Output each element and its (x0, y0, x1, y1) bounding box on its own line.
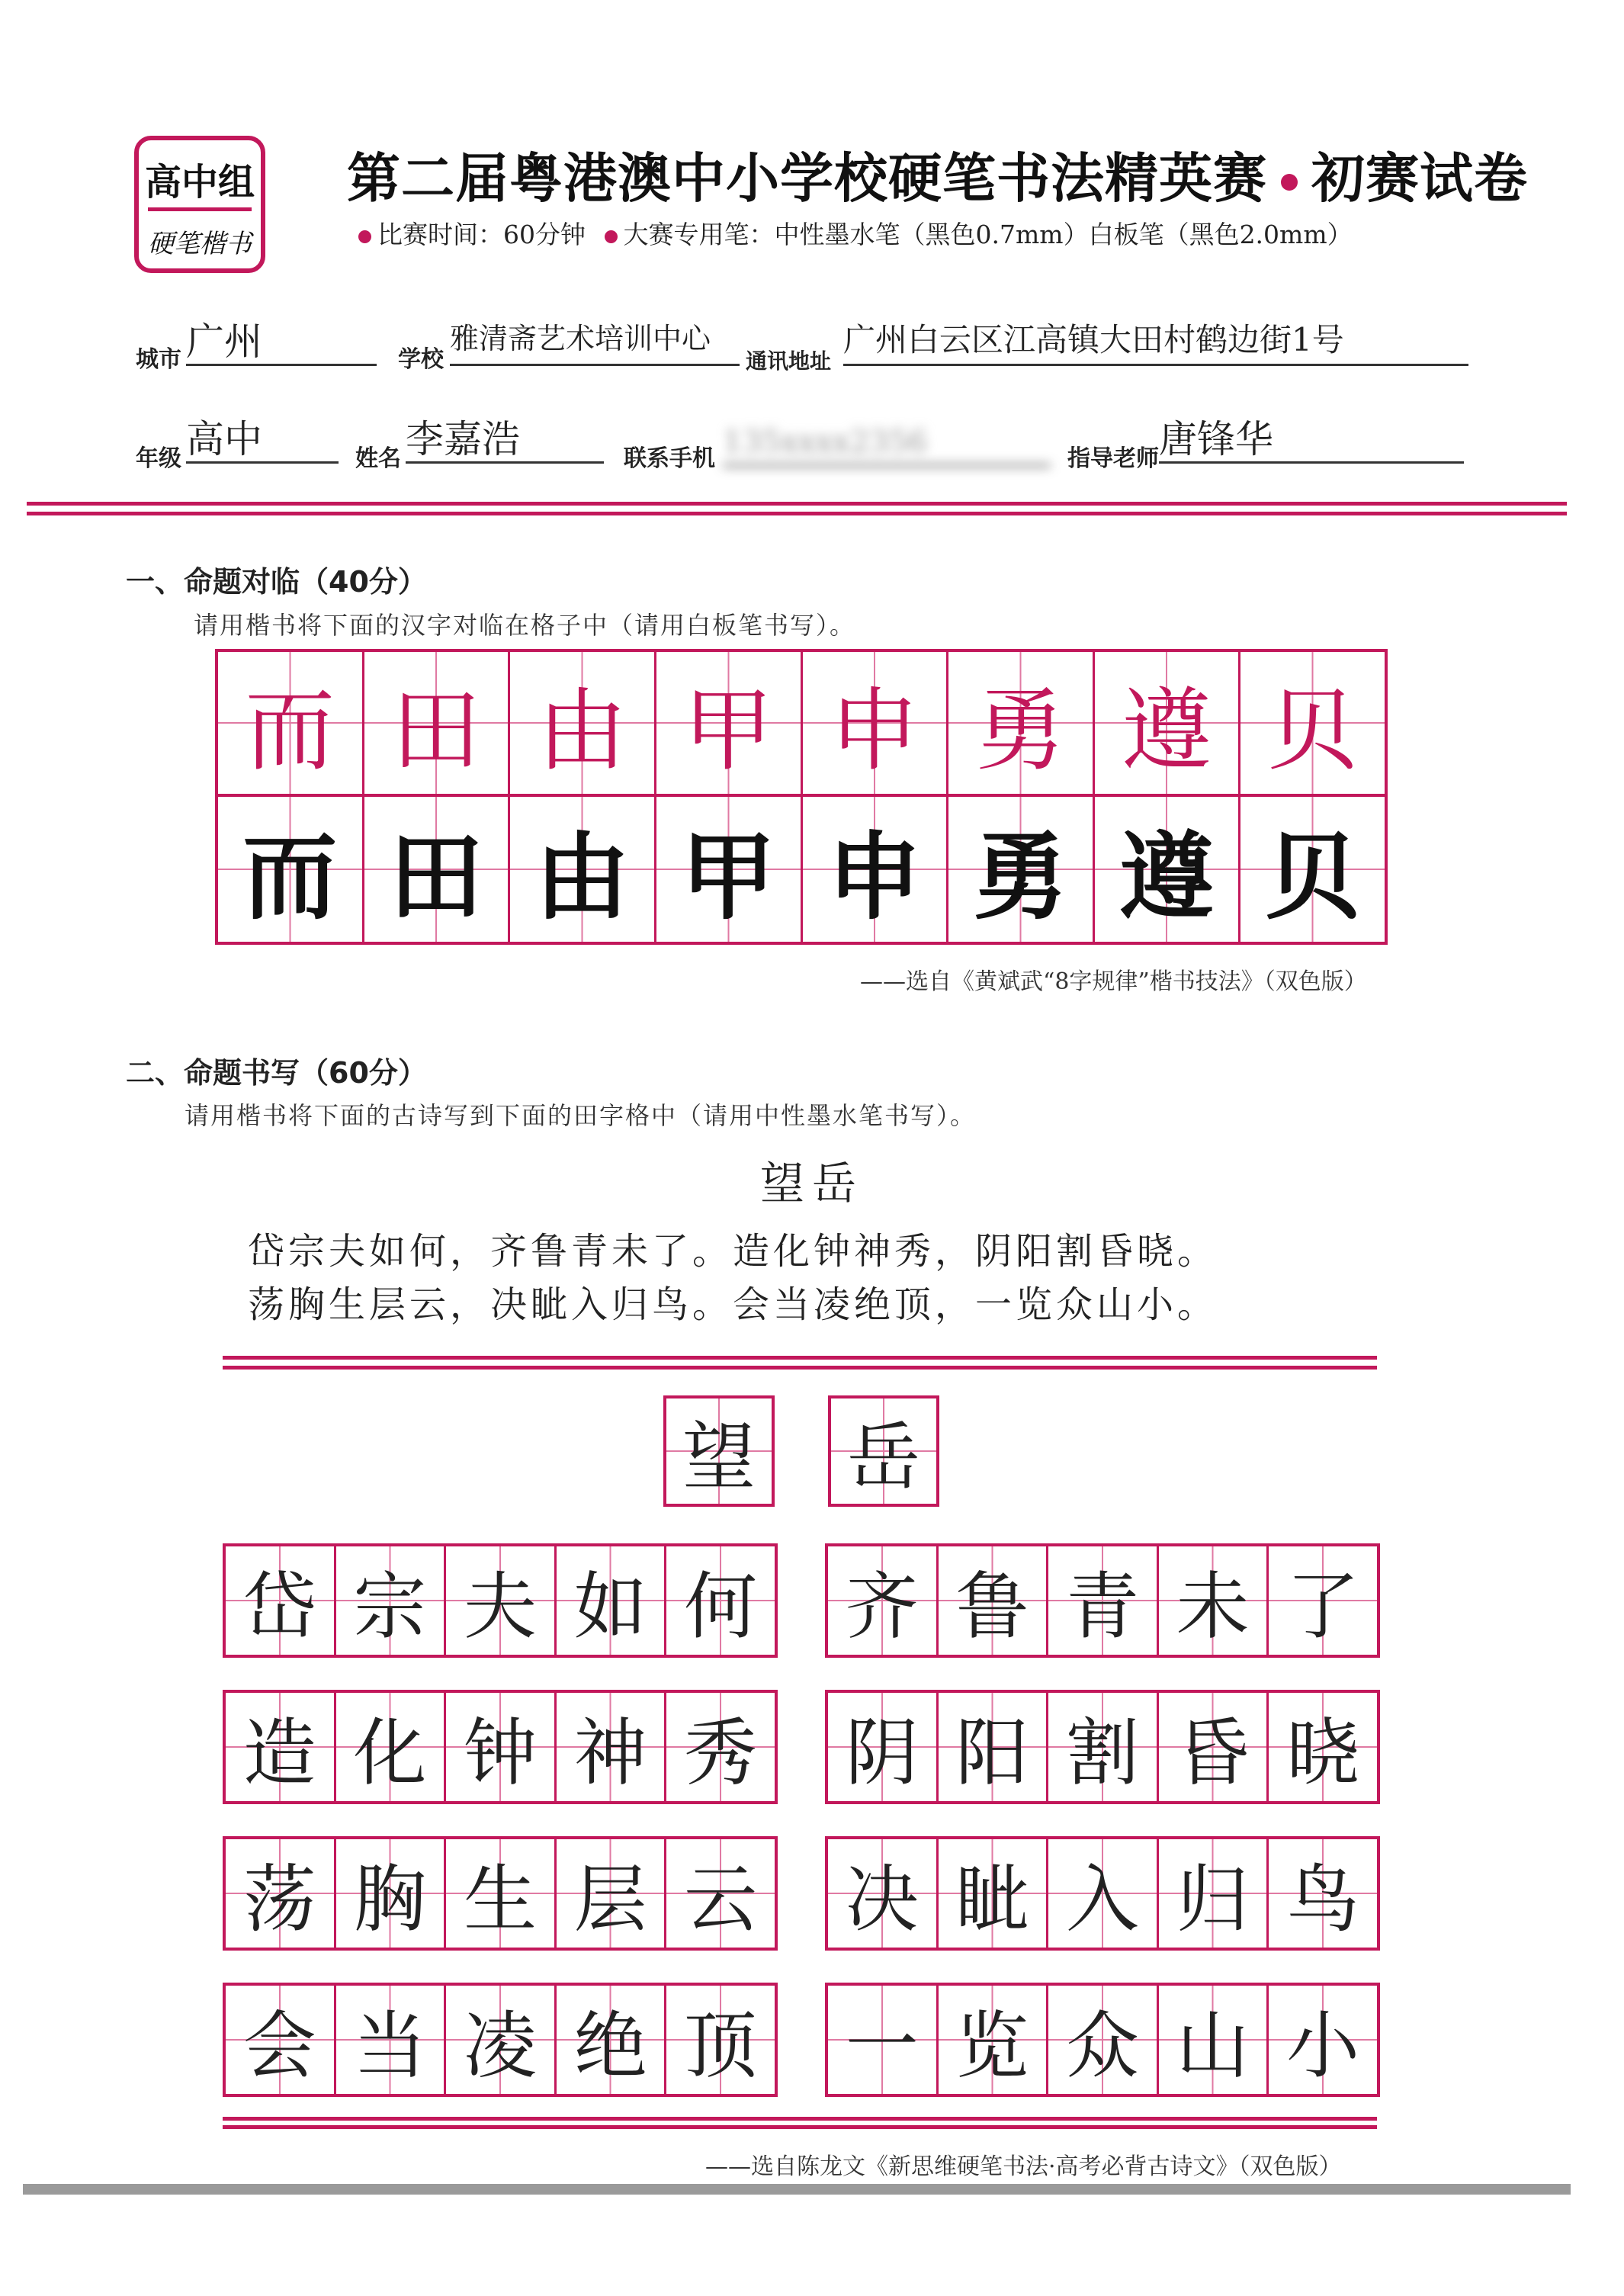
poem-cell[interactable] (1159, 1546, 1269, 1655)
poem-char: 一 (845, 2002, 919, 2089)
poem-cell[interactable] (226, 1839, 336, 1948)
group-badge (134, 136, 265, 273)
model-char: 由 (537, 678, 627, 783)
written-char: 申 (826, 822, 922, 933)
poem-char: 入 (1065, 1856, 1139, 1942)
title-dot (1281, 174, 1298, 191)
written-char: 勇 (973, 822, 1068, 933)
model-cell (1240, 652, 1385, 794)
poem-cell[interactable] (336, 1839, 447, 1948)
poem-char: 生 (463, 1856, 537, 1942)
page-title (347, 136, 1528, 213)
model-char: 勇 (975, 678, 1066, 783)
poem-bottom-divider (223, 2117, 1377, 2129)
model-cell (510, 652, 656, 794)
model-char: 而 (245, 678, 335, 783)
poem-char: 眦 (955, 1856, 1029, 1942)
model-cell (218, 652, 364, 794)
exam-time: 比赛时间：60分钟 (377, 220, 586, 249)
poem-cell[interactable] (226, 1693, 336, 1801)
poem-cell[interactable] (446, 1839, 557, 1948)
header-divider (27, 502, 1567, 515)
poem-line: 岱宗夫如何，齐鲁青未了。造化钟神秀，阴阳割昏晓。 (248, 1230, 1218, 1273)
badge-divider (148, 207, 252, 211)
poem-char: 会 (242, 2002, 316, 2089)
model-cell (364, 652, 511, 794)
poem-cell[interactable] (939, 1693, 1049, 1801)
poem-row (223, 1983, 778, 2097)
written-char: 甲 (681, 822, 776, 933)
poem-char: 齐 (845, 1563, 919, 1649)
section2-desc: 请用楷书将下面的古诗写到下面的田字格中（请用中性墨水笔书写）。 (185, 1101, 977, 1130)
badge-group-label: 高中组 (144, 161, 255, 204)
poem-char: 了 (1286, 1563, 1360, 1649)
poem-cell[interactable] (939, 1839, 1049, 1948)
poem-char: 顶 (684, 2002, 758, 2089)
poem-cell[interactable] (1269, 1546, 1377, 1655)
poem-char: 当 (353, 2002, 427, 2089)
poem-grid-right (825, 1690, 1380, 1804)
poem-char: 阴 (845, 1710, 919, 1796)
poem-row (223, 1836, 778, 1951)
badge-category-label: 硬笔楷书 (148, 229, 252, 259)
written-char: 而 (242, 822, 338, 933)
poem-char: 决 (845, 1856, 919, 1942)
written-cell[interactable] (803, 797, 949, 942)
teacher-label: 指导老师 (1067, 445, 1159, 472)
poem-line: 荡胸生层云，决眦入归鸟。会当凌绝顶，一览众山小。 (248, 1283, 1218, 1326)
written-cell[interactable] (948, 797, 1095, 942)
poem-char: 鸟 (1286, 1856, 1360, 1942)
poem-cell[interactable] (828, 1546, 939, 1655)
poem-grid-right (825, 1543, 1380, 1658)
model-cell (803, 652, 949, 794)
poem-row (223, 1543, 778, 1658)
model-cell (656, 652, 803, 794)
poem-cell[interactable] (557, 1839, 667, 1948)
poem-row (825, 1983, 1380, 2097)
poem-cell[interactable] (1048, 1839, 1159, 1948)
poem-grid-left (223, 1543, 778, 1658)
poem-cell[interactable] (336, 1693, 447, 1801)
poem-cell[interactable] (1269, 1986, 1377, 2094)
poem-char: 昏 (1176, 1710, 1250, 1796)
poem-cell[interactable] (939, 1986, 1049, 2094)
poem-char: 化 (353, 1710, 427, 1796)
written-cell[interactable] (1095, 797, 1241, 942)
phone-field[interactable]: 135xxxx2356 (723, 421, 1051, 467)
poem-char: 小 (1286, 2002, 1360, 2089)
written-cell[interactable] (1240, 797, 1385, 942)
poem-title: 望岳 (759, 1158, 864, 1209)
title-grid (663, 1395, 775, 1507)
poem-cell[interactable] (828, 1839, 939, 1948)
written-row (215, 797, 1388, 945)
address-field[interactable]: 广州白云区江高镇大田村鹤边街1号 (843, 320, 1468, 366)
model-cell (1095, 652, 1241, 794)
poem-cell[interactable] (1159, 1839, 1269, 1948)
poem-row (223, 1690, 778, 1804)
poem-cell[interactable] (446, 1986, 557, 2094)
section2-source: ——选自陈龙文《新思维硬笔书法·高考必背古诗文》（双色版） (705, 2153, 1342, 2180)
poem-cell[interactable] (666, 1986, 775, 2094)
poem-grid-left (223, 1836, 778, 1951)
bullet-dot (358, 230, 371, 243)
address-label: 通讯地址 (746, 348, 832, 374)
poem-char: 荡 (242, 1856, 316, 1942)
written-char: 由 (534, 822, 630, 933)
poem-cell[interactable] (1048, 1986, 1159, 2094)
teacher-field[interactable]: 唐锋华 (1159, 418, 1464, 464)
written-char: 遵 (1119, 822, 1215, 933)
poem-cell[interactable] (939, 1546, 1049, 1655)
poem-cell[interactable] (666, 1839, 775, 1948)
name-label: 姓名 (355, 445, 401, 472)
poem-grid-right (825, 1836, 1380, 1951)
city-label: 城市 (136, 346, 181, 373)
title-char: 岳 (847, 1414, 920, 1500)
poem-char: 胸 (353, 1856, 427, 1942)
poem-char: 秀 (684, 1710, 758, 1796)
model-cell (948, 652, 1095, 794)
poem-char: 神 (573, 1710, 647, 1796)
poem-char: 众 (1065, 2002, 1139, 2089)
bullet-dot (605, 230, 618, 243)
poem-char: 青 (1065, 1563, 1139, 1649)
poem-cell[interactable] (446, 1546, 557, 1655)
poem-char: 如 (573, 1563, 647, 1649)
poem-char: 云 (684, 1856, 758, 1942)
poem-cell[interactable] (226, 1986, 336, 2094)
model-char: 田 (390, 678, 481, 783)
school-field[interactable]: 雅清斋艺术培训中心 (450, 320, 740, 366)
poem-char: 绝 (573, 2002, 647, 2089)
model-row (215, 649, 1388, 797)
poem-char: 归 (1176, 1856, 1250, 1942)
poem-cell[interactable] (828, 1693, 939, 1801)
written-cell[interactable] (364, 797, 511, 942)
poem-char: 造 (242, 1710, 316, 1796)
poem-char: 晓 (1286, 1710, 1360, 1796)
poem-row (825, 1543, 1380, 1658)
written-cell[interactable] (656, 797, 803, 942)
poem-cell[interactable] (557, 1546, 667, 1655)
poem-char: 览 (955, 2002, 1029, 2089)
poem-cell[interactable] (336, 1986, 447, 2094)
city-field[interactable]: 广州 (186, 320, 377, 366)
section1-title: 一、命题对临（40分） (126, 565, 427, 599)
poem-cell[interactable] (557, 1986, 667, 2094)
poem-cell[interactable] (1048, 1693, 1159, 1801)
poem-cell[interactable] (828, 1986, 939, 2094)
name-field[interactable]: 李嘉浩 (406, 418, 604, 464)
poem-char: 阳 (955, 1710, 1029, 1796)
poem-cell[interactable] (557, 1693, 667, 1801)
written-cell[interactable] (510, 797, 656, 942)
grade-label: 年级 (136, 445, 181, 472)
poem-cell[interactable] (336, 1546, 447, 1655)
phone-label: 联系手机 (624, 445, 715, 472)
poem-cell[interactable] (1159, 1693, 1269, 1801)
section1-source: ——选自《黄斌武“8字规律”楷书技法》（双色版） (860, 968, 1367, 995)
title-sub: 初赛试卷 (1311, 147, 1528, 210)
model-char: 遵 (1122, 678, 1212, 783)
school-label: 学校 (398, 346, 444, 373)
model-char: 贝 (1267, 678, 1358, 783)
written-char: 田 (388, 822, 483, 933)
poem-char: 宗 (353, 1563, 427, 1649)
model-char: 甲 (683, 678, 774, 783)
title-grid (828, 1395, 939, 1507)
poem-char: 层 (573, 1856, 647, 1942)
title-cell[interactable] (831, 1398, 936, 1504)
poem-cell[interactable] (1159, 1986, 1269, 2094)
copy-grid (215, 649, 1388, 945)
poem-char: 鲁 (955, 1563, 1029, 1649)
poem-char: 何 (684, 1563, 758, 1649)
poem-char: 割 (1065, 1710, 1139, 1796)
poem-cell[interactable] (666, 1693, 775, 1801)
poem-cell[interactable] (226, 1546, 336, 1655)
written-cell[interactable] (218, 797, 364, 942)
section1-desc: 请用楷书将下面的汉字对临在格子中（请用白板笔书写）。 (194, 611, 856, 640)
poem-cell[interactable] (1269, 1693, 1377, 1801)
title-char: 望 (682, 1414, 756, 1500)
poem-cell[interactable] (666, 1546, 775, 1655)
grade-field[interactable]: 高中 (186, 418, 339, 464)
poem-char: 山 (1176, 2002, 1250, 2089)
poem-row (825, 1690, 1380, 1804)
poem-cell[interactable] (1269, 1839, 1377, 1948)
poem-char: 钟 (463, 1710, 537, 1796)
poem-cell[interactable] (446, 1693, 557, 1801)
poem-char: 凌 (463, 2002, 537, 2089)
exam-pen: 大赛专用笔：中性墨水笔（黑色0.7mm）白板笔（黑色2.0mm） (623, 220, 1353, 249)
title-cell[interactable] (666, 1398, 772, 1504)
exam-info-line (358, 215, 1353, 251)
poem-grid-left (223, 1690, 778, 1804)
section2-title: 二、命题书写（60分） (126, 1056, 427, 1090)
poem-row (825, 1836, 1380, 1951)
poem-char: 未 (1176, 1563, 1250, 1649)
poem-cell[interactable] (1048, 1546, 1159, 1655)
poem-grid-right (825, 1983, 1380, 2097)
poem-grid-left (223, 1983, 778, 2097)
poem-char: 夫 (463, 1563, 537, 1649)
model-char: 申 (829, 678, 920, 783)
page-bottom-bar (23, 2184, 1571, 2195)
written-char: 贝 (1265, 822, 1360, 933)
title-main: 第二届粤港澳中小学校硬笔书法精英赛 (347, 147, 1267, 210)
poem-char: 岱 (242, 1563, 316, 1649)
poem-divider (223, 1356, 1377, 1370)
